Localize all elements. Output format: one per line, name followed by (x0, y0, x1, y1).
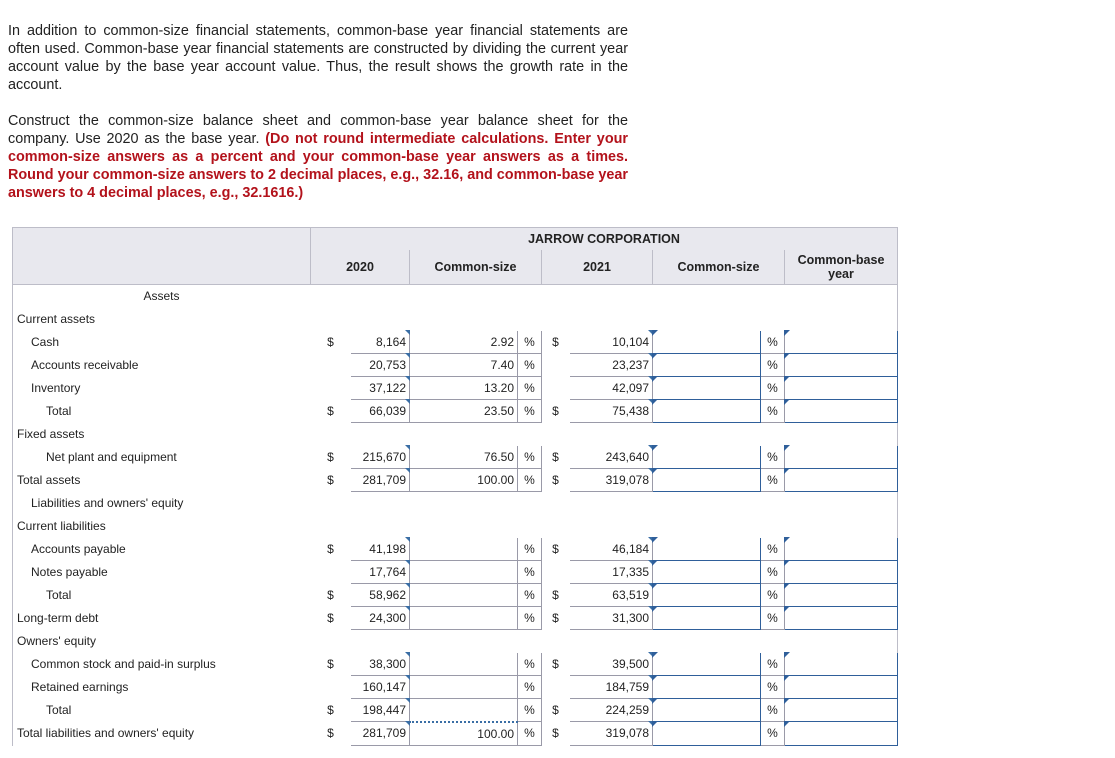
company-title: JARROW CORPORATION (311, 228, 898, 251)
value-2020: 20,753 (351, 353, 410, 376)
value-2020: 281,709 (351, 722, 410, 746)
header-blank-2 (13, 250, 311, 284)
common-size-2020[interactable] (410, 606, 518, 629)
percent-sign: % (518, 468, 542, 491)
common-size-2021-input[interactable] (653, 675, 761, 698)
row-label: Fixed assets (13, 422, 311, 445)
intro-paragraph-1: In addition to common-size financial statements, common-base year financial statements are often used. Common-base year financial statements are constructed by dividing the current year account value by the base year account value. Thus, the result shows the growth rate in the account. (8, 23, 628, 93)
table-row (13, 722, 898, 746)
row-label: Retained earnings (13, 675, 311, 698)
value-2020: 38,300 (351, 652, 410, 675)
dollar-sign-2021: $ (542, 537, 570, 560)
dollar-sign-2021: $ (542, 722, 570, 746)
table-row (13, 422, 898, 445)
percent-sign: % (518, 698, 542, 722)
common-size-2021-input[interactable] (653, 330, 761, 353)
value-2021: 63,519 (570, 583, 653, 606)
common-size-2020: 100.00 (410, 722, 518, 746)
percent-sign: % (518, 583, 542, 606)
percent-sign: % (518, 399, 542, 422)
value-2020: 160,147 (351, 675, 410, 698)
common-size-2021-input[interactable] (653, 652, 761, 675)
common-base-year-input[interactable] (785, 353, 898, 376)
table-row (13, 514, 898, 537)
percent-sign-2021: % (761, 537, 785, 560)
dollar-sign-2020: $ (311, 722, 351, 746)
row-label: Notes payable (13, 560, 311, 583)
percent-sign-2021: % (761, 330, 785, 353)
common-base-year-input[interactable] (785, 675, 898, 698)
common-size-2021-input[interactable] (653, 537, 761, 560)
row-label: Total (13, 399, 311, 422)
dollar-sign-2020: $ (311, 399, 351, 422)
percent-sign-2021: % (761, 652, 785, 675)
percent-sign-2021: % (761, 376, 785, 399)
percent-sign: % (518, 560, 542, 583)
percent-sign-2021: % (761, 583, 785, 606)
common-size-2021-input[interactable] (653, 376, 761, 399)
row-label: Inventory (13, 376, 311, 399)
assets-heading: Assets (13, 284, 311, 307)
dollar-sign-2021 (542, 675, 570, 698)
percent-sign: % (518, 376, 542, 399)
value-2021: 319,078 (570, 722, 653, 746)
value-2021: 75,438 (570, 399, 653, 422)
dollar-sign-2021: $ (542, 399, 570, 422)
common-size-2020[interactable] (410, 698, 518, 722)
common-size-2020: 100.00 (410, 468, 518, 491)
table-row (13, 353, 898, 376)
row-label: Net plant and equipment (13, 445, 311, 468)
value-2021: 17,335 (570, 560, 653, 583)
table-row (13, 675, 898, 698)
balance-sheet-table (12, 227, 898, 746)
value-2020: 66,039 (351, 399, 410, 422)
row-label: Total assets (13, 468, 311, 491)
dollar-sign-2020 (311, 675, 351, 698)
table-row (13, 491, 898, 514)
row-label: Accounts receivable (13, 353, 311, 376)
value-2020: 281,709 (351, 468, 410, 491)
table-row (13, 560, 898, 583)
intro-paragraph-2 (8, 112, 628, 202)
row-label: Common stock and paid-in surplus (13, 652, 311, 675)
dollar-sign-2020: $ (311, 652, 351, 675)
dollar-sign-2021 (542, 376, 570, 399)
value-2021: 31,300 (570, 606, 653, 629)
value-2021: 42,097 (570, 376, 653, 399)
value-2020: 24,300 (351, 606, 410, 629)
percent-sign: % (518, 722, 542, 746)
col-2020-header: 2020 (311, 250, 410, 284)
percent-sign: % (518, 537, 542, 560)
table-row (13, 698, 898, 722)
col-common-size-2021-header: Common-size (653, 250, 785, 284)
common-size-2021-input[interactable] (653, 468, 761, 491)
value-2020: 8,164 (351, 330, 410, 353)
dollar-sign-2021: $ (542, 468, 570, 491)
common-base-year-input[interactable] (785, 606, 898, 629)
value-2021: 319,078 (570, 468, 653, 491)
common-size-2020[interactable] (410, 537, 518, 560)
common-size-2021-input[interactable] (653, 583, 761, 606)
common-size-2020: 76.50 (410, 445, 518, 468)
common-base-year-input[interactable] (785, 445, 898, 468)
value-2021: 243,640 (570, 445, 653, 468)
col-common-base-year-header: Common-base year (785, 250, 898, 284)
common-size-2020: 23.50 (410, 399, 518, 422)
common-size-2020: 2.92 (410, 330, 518, 353)
common-size-2021-input[interactable] (653, 698, 761, 722)
table-row (13, 376, 898, 399)
common-base-year-input[interactable] (785, 722, 898, 746)
percent-sign: % (518, 652, 542, 675)
value-2021: 23,237 (570, 353, 653, 376)
percent-sign-2021: % (761, 722, 785, 746)
percent-sign-2021: % (761, 445, 785, 468)
dollar-sign-2021: $ (542, 698, 570, 722)
common-size-2021-input[interactable] (653, 606, 761, 629)
row-label: Liabilities and owners' equity (13, 491, 311, 514)
row-label: Cash (13, 330, 311, 353)
dollar-sign-2020 (311, 560, 351, 583)
common-base-year-input[interactable] (785, 698, 898, 722)
common-base-year-input[interactable] (785, 399, 898, 422)
value-2020: 37,122 (351, 376, 410, 399)
dollar-sign-2020 (311, 353, 351, 376)
percent-sign-2021: % (761, 675, 785, 698)
percent-sign-2021: % (761, 353, 785, 376)
percent-sign-2021: % (761, 560, 785, 583)
common-base-year-input[interactable] (785, 583, 898, 606)
row-label: Total liabilities and owners' equity (13, 722, 311, 746)
common-base-year-input[interactable] (785, 537, 898, 560)
dollar-sign-2021 (542, 560, 570, 583)
value-2021: 10,104 (570, 330, 653, 353)
percent-sign-2021: % (761, 606, 785, 629)
value-2020: 215,670 (351, 445, 410, 468)
common-size-2021-input[interactable] (653, 353, 761, 376)
table-row (13, 468, 898, 491)
dollar-sign-2021: $ (542, 583, 570, 606)
percent-sign: % (518, 330, 542, 353)
percent-sign-2021: % (761, 399, 785, 422)
table-row (13, 629, 898, 652)
common-size-2021-input[interactable] (653, 445, 761, 468)
common-size-2020[interactable] (410, 583, 518, 606)
common-base-year-input[interactable] (785, 560, 898, 583)
common-size-2020: 7.40 (410, 353, 518, 376)
header-blank (13, 228, 311, 251)
dollar-sign-2020: $ (311, 445, 351, 468)
dollar-sign-2021: $ (542, 652, 570, 675)
row-label: Current assets (13, 307, 311, 330)
value-2020: 58,962 (351, 583, 410, 606)
col-2021-header: 2021 (542, 250, 653, 284)
row-label: Current liabilities (13, 514, 311, 537)
percent-sign-2021: % (761, 698, 785, 722)
common-base-year-input[interactable] (785, 468, 898, 491)
dollar-sign-2021: $ (542, 330, 570, 353)
table-row (13, 606, 898, 629)
percent-sign: % (518, 675, 542, 698)
table-row (13, 330, 898, 353)
value-2020: 17,764 (351, 560, 410, 583)
value-2020: 198,447 (351, 698, 410, 722)
common-base-year-input[interactable] (785, 376, 898, 399)
row-label: Accounts payable (13, 537, 311, 560)
dollar-sign-2021: $ (542, 606, 570, 629)
dollar-sign-2020: $ (311, 330, 351, 353)
common-size-2021-input[interactable] (653, 399, 761, 422)
row-label: Long-term debt (13, 606, 311, 629)
common-base-year-input[interactable] (785, 652, 898, 675)
common-size-2021-input[interactable] (653, 722, 761, 746)
row-label: Total (13, 698, 311, 722)
value-2021: 184,759 (570, 675, 653, 698)
value-2021: 46,184 (570, 537, 653, 560)
dollar-sign-2020: $ (311, 606, 351, 629)
table-row (13, 537, 898, 560)
instructions-bold: (Do not round intermediate calculations. Enter your common-size answers as a percent and your common-base year answers as a times. Round your common-size answers to 2 decimal places, e.g., 32.16, and common-base year answers to 4 decimal places, e.g., 32.1616.) (8, 131, 628, 201)
col-common-size-header: Common-size (410, 250, 542, 284)
dollar-sign-2021 (542, 353, 570, 376)
dollar-sign-2020: $ (311, 698, 351, 722)
dollar-sign-2020: $ (311, 468, 351, 491)
dollar-sign-2020: $ (311, 583, 351, 606)
table-row (13, 583, 898, 606)
common-size-2021-input[interactable] (653, 560, 761, 583)
instructions-text: Construct the common-size balance sheet and common-base year balance sheet for the company. Use 2020 as the base year. (8, 113, 628, 147)
percent-sign: % (518, 606, 542, 629)
table-row (13, 445, 898, 468)
percent-sign-2021: % (761, 468, 785, 491)
row-label: Total (13, 583, 311, 606)
dollar-sign-2021: $ (542, 445, 570, 468)
value-2021: 224,259 (570, 698, 653, 722)
table-row (13, 307, 898, 330)
common-size-2020[interactable] (410, 560, 518, 583)
dollar-sign-2020: $ (311, 537, 351, 560)
percent-sign: % (518, 445, 542, 468)
common-base-year-input[interactable] (785, 330, 898, 353)
table-row (13, 399, 898, 422)
dollar-sign-2020 (311, 376, 351, 399)
value-2020: 41,198 (351, 537, 410, 560)
percent-sign: % (518, 353, 542, 376)
value-2021: 39,500 (570, 652, 653, 675)
common-size-2020[interactable] (410, 652, 518, 675)
common-size-2020: 13.20 (410, 376, 518, 399)
row-label: Owners' equity (13, 629, 311, 652)
table-row (13, 652, 898, 675)
common-size-2020[interactable] (410, 675, 518, 698)
